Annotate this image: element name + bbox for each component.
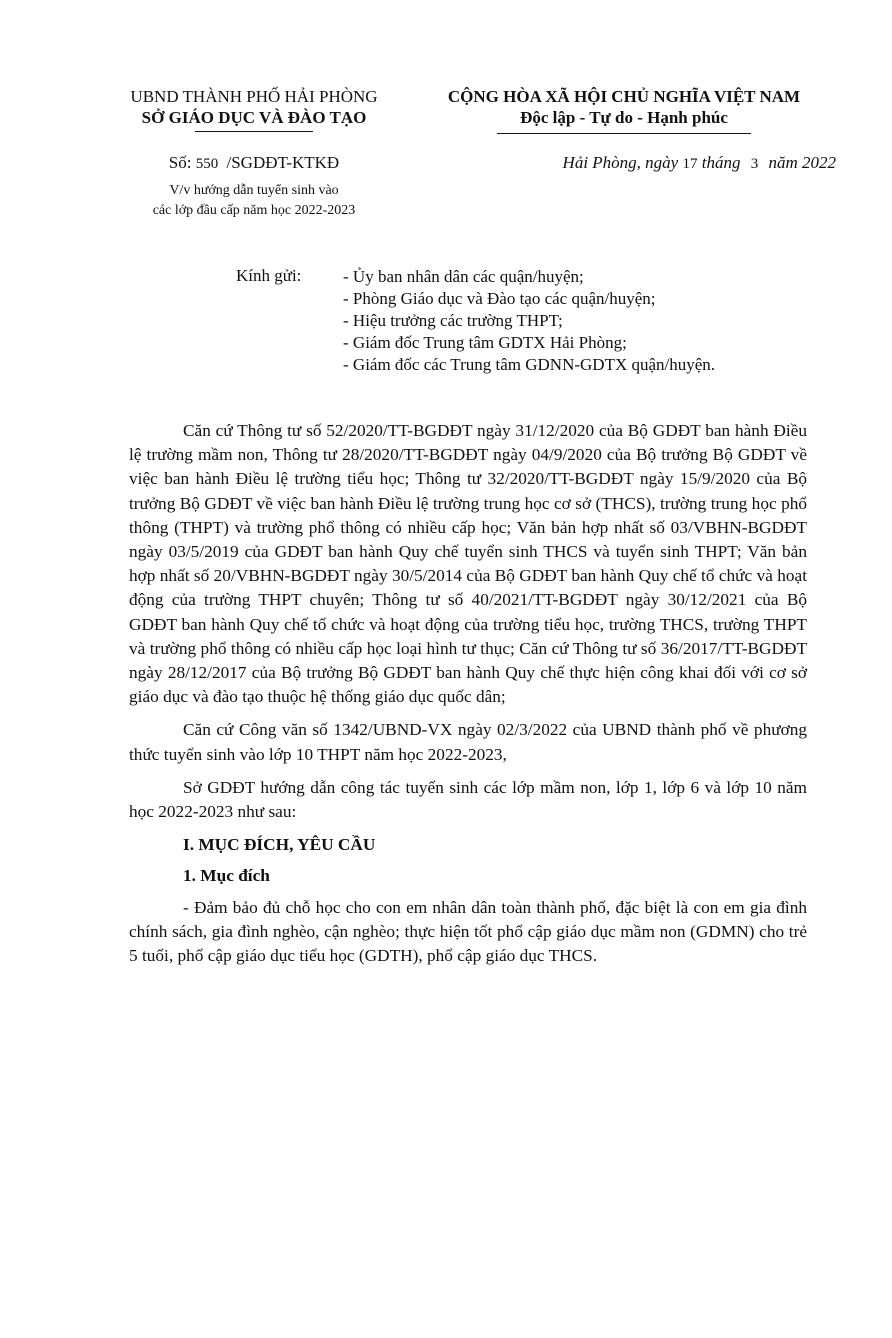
document-subject xyxy=(96,181,412,221)
nation-line-1: CỘNG HÒA XÃ HỘI CHỦ NGHĨA VIỆT NAM xyxy=(447,87,801,106)
document-body xyxy=(129,419,807,977)
date-line xyxy=(412,153,836,173)
docno-prefix: Số: xyxy=(168,153,192,172)
docno-number: 550 xyxy=(195,156,219,172)
recipients-list xyxy=(343,266,715,376)
subsection-heading: 1. Mục đích xyxy=(183,866,270,886)
section-heading: I. MỤC ĐÍCH, YÊU CẦU xyxy=(183,835,376,855)
guidance-intro-paragraph: Sở GDĐT hướng dẫn công tác tuyển sinh các lớp mầm non, lớp 1, lớp 6 và lớp 10 năm học 2022-2023 như sau: xyxy=(129,777,807,822)
date-month: 3 xyxy=(750,156,759,172)
docno-suffix: /SGDĐT-KTKĐ xyxy=(226,153,340,172)
date-day: 17 xyxy=(682,156,698,172)
authority-line-1: UBND THÀNH PHỐ HẢI PHÒNG xyxy=(130,87,378,106)
recipient-item: - Ủy ban nhân dân các quận/huyện; xyxy=(343,267,584,286)
recipient-item: - Giám đốc các Trung tâm GDNN-GDTX quận/huyện. xyxy=(343,355,716,374)
nation-line-2: Độc lập - Tự do - Hạnh phúc xyxy=(520,108,728,127)
recipients-label: Kính gửi: xyxy=(236,266,302,285)
subject-line-2: các lớp đầu cấp năm học 2022-2023 xyxy=(152,203,356,218)
authority-line-2: SỞ GIÁO DỤC VÀ ĐÀO TẠO xyxy=(141,108,367,127)
document-number xyxy=(96,153,412,173)
recipient-item: - Hiệu trưởng các trường THPT; xyxy=(343,311,563,330)
subject-line-1: V/v hướng dẫn tuyển sinh vào xyxy=(169,183,339,198)
authority-underline xyxy=(195,131,313,132)
legal-basis-paragraph: Căn cứ Thông tư số 52/2020/TT-BGDĐT ngày 31/12/2020 của Bộ GDĐT ban hành Điều lệ trường mầm non, Thông tư 28/2020/TT-BGDĐT ngày 04/9/2020 của Bộ trưởng Bộ GDĐT về việc ban hành Điều lệ trường tiểu học; Thông tư 32/2020/TT-BGDĐT ngày 15/9/2020 của Bộ trưởng Bộ GDĐT về việc ban hành Điều lệ trường trung học cơ sở (THCS), trường trung học phổ thông (THPT) và trường phổ thông có nhiều cấp học; Văn bản hợp nhất số 03/VBHN-BGDĐT ngày 03/5/2019 của GDĐT ban hành Quy chế tuyển sinh THCS và tuyển sinh THPT; Văn bản hợp nhất số 20/VBHN-BGDĐT ngày 30/5/2014 của Bộ GDĐT ban hành Quy chế tổ chức và hoạt động của trường THPT chuyên; Thông tư số 40/2021/TT-BGDĐT ngày 30/12/2021 của Bộ GDĐT ban hành Quy chế tổ chức và hoạt động của trường tiểu học, trường THCS, trường THPT và trường phổ thông có nhiều cấp học loại hình tư thục; Căn cứ Thông tư số 36/2017/TT-BGDĐT ngày 28/12/2017 của Bộ trưởng Bộ GDĐT ban hành Quy chế thực hiện công khai đối với cơ sở giáo dục và đào tạo thuộc hệ thống giáo dục quốc dân; xyxy=(129,421,807,707)
date-month-label: tháng xyxy=(701,153,741,172)
date-year: năm 2022 xyxy=(768,153,836,172)
purpose-paragraph: - Đảm bảo đủ chỗ học cho con em nhân dân toàn thành phố, đặc biệt là con em gia đình chính sách, gia đình nghèo, cận nghèo; thực hiện tốt phổ cập giáo dục mầm non (GDMN) cho trẻ 5 tuổi, phổ cập giáo dục tiểu học (GDTH), phổ cập giáo dục THCS. xyxy=(129,897,807,966)
issuing-authority xyxy=(96,86,412,132)
date-place: Hải Phòng, ngày xyxy=(562,153,679,172)
motto-underline xyxy=(497,133,751,134)
recipient-item: - Giám đốc Trung tâm GDTX Hải Phòng; xyxy=(343,333,627,352)
recipient-item: - Phòng Giáo dục và Đào tạo các quận/huyện; xyxy=(343,289,656,308)
national-motto xyxy=(412,86,836,134)
official-letter-paragraph: Căn cứ Công văn số 1342/UBND-VX ngày 02/3/2022 của UBND thành phố về phương thức tuyển sinh vào lớp 10 THPT năm học 2022-2023, xyxy=(129,720,807,764)
